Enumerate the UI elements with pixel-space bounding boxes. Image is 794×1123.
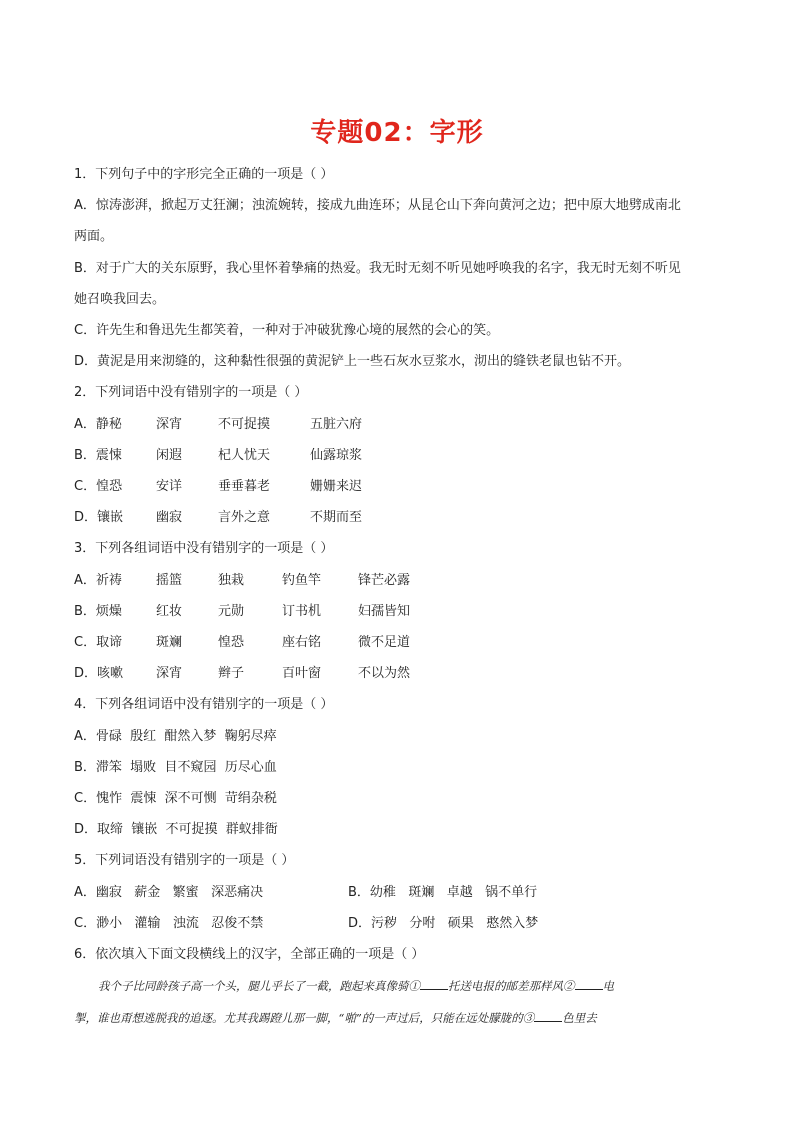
- question-2-word: 垂垂暮老: [218, 479, 271, 494]
- question-3-word: 百叶窗: [282, 666, 322, 681]
- question-3-stem: 3．下列各组词语中没有错别字的一项是（ ）: [74, 541, 334, 556]
- question-2-option-b: B．震悚: [74, 448, 122, 463]
- question-1-stem: 1．下列句子中的字形完全正确的一项是（ ）: [74, 167, 334, 182]
- question-3-word: 独栽: [218, 573, 245, 588]
- question-3-word: 不以为然: [358, 666, 411, 681]
- question-3-word: 微不足道: [358, 635, 411, 650]
- question-3-word: 座右铭: [282, 635, 322, 650]
- question-3-word: 斑斓: [156, 635, 183, 650]
- question-1-option-b-line1: B．对于广大的关东原野，我心里怀着挚痛的热爱。我无时无刻不听见她呼唤我的名字，我无时无刻不听见: [74, 261, 681, 276]
- question-1-option-d: D．黄泥是用来沏缝的，这种黏性很强的黄泥铲上一些石灰水豆浆水，沏出的缝铁老鼠也钻不开。: [74, 354, 631, 369]
- passage-text: 电: [602, 979, 614, 993]
- question-3-word: 深宵: [156, 666, 183, 681]
- question-3-option-b: B．烦燥: [74, 604, 122, 619]
- question-3-word: 辫子: [218, 666, 245, 681]
- question-3-word: 摇篮: [156, 573, 183, 588]
- question-5-option-c: C．渺小 灌输 浊流 忍俊不禁: [74, 916, 264, 931]
- question-3-option-a: A．祈祷: [74, 573, 122, 588]
- question-2-word: 五脏六府: [310, 417, 363, 432]
- question-2-word: 幽寂: [156, 510, 183, 525]
- question-2-word: 不可捉摸: [218, 417, 271, 432]
- fill-blank-2[interactable]: [575, 977, 603, 990]
- question-3-word: 红妆: [156, 604, 183, 619]
- question-4-option-d: D．取缔 镶嵌 不可捉摸 群蚁排衙: [74, 822, 278, 837]
- question-2-word: 仙露琼浆: [310, 448, 363, 463]
- page-title: 专题02：字形: [310, 118, 484, 148]
- question-3-word: 钓鱼竿: [282, 573, 322, 588]
- passage-text: 色里去: [562, 1011, 597, 1025]
- question-2-word: 闲遐: [156, 448, 183, 463]
- question-3-option-c: C．取谛: [74, 635, 123, 650]
- passage-text: 掣，谁也甭想逃脱我的追逐。尤其我踢蹬儿那一脚，“啪”的一声过后，只能在远处朦胧的③: [74, 1011, 535, 1025]
- question-5-stem: 5．下列词语没有错别字的一项是（ ）: [74, 853, 295, 868]
- question-3-option-d: D．咳嗽: [74, 666, 124, 681]
- question-2-word: 安详: [156, 479, 183, 494]
- fill-blank-1[interactable]: [420, 977, 448, 990]
- question-2-option-a: A．静秘: [74, 417, 122, 432]
- question-1-option-c: C．许先生和鲁迅先生都笑着，一种对于冲破犹豫心境的展然的会心的笑。: [74, 323, 500, 338]
- question-5-option-d: D．污秽 分咐 硕果 憨然入梦: [348, 916, 539, 931]
- question-5-option-a: A．幽寂 薪金 繁蜜 深恶痛决: [74, 885, 264, 900]
- question-2-option-c: C．惶恐: [74, 479, 123, 494]
- passage-text: 托送电报的邮差那样风②: [448, 979, 575, 993]
- question-2-word: 言外之意: [218, 510, 271, 525]
- question-3-word: 元勋: [218, 604, 245, 619]
- question-1-option-a-line1: A．惊涛澎湃，掀起万丈狂澜；浊流婉转，接成九曲连环；从昆仑山下奔向黄河之边；把中原大地劈成南北: [74, 198, 681, 213]
- question-2-option-d: D．镶嵌: [74, 510, 124, 525]
- question-2-word: 杞人忧天: [218, 448, 271, 463]
- question-1-option-a-line2: 两面。: [74, 229, 114, 244]
- question-1-option-b-line2: 她召唤我回去。: [74, 292, 166, 307]
- question-6-stem: 6．依次填入下面文段横线上的汉字，全部正确的一项是（ ）: [74, 947, 425, 962]
- question-4-option-c: C．愧怍 震悚 深不可恻 苛绢杂税: [74, 791, 277, 806]
- question-2-word: 深宵: [156, 417, 183, 432]
- question-2-stem: 2．下列词语中没有错别字的一项是（ ）: [74, 385, 308, 400]
- fill-blank-3[interactable]: [534, 1009, 562, 1022]
- question-6-passage-line1: [98, 977, 748, 995]
- question-2-word: 不期而至: [310, 510, 363, 525]
- question-2-word: 姗姗来迟: [310, 479, 363, 494]
- question-6-passage-line2: [74, 1009, 724, 1027]
- question-4-option-a: A．骨碌 殷红 酣然入梦 鞠躬尽瘁: [74, 729, 277, 744]
- question-3-word: 惶恐: [218, 635, 245, 650]
- question-4-option-b: B．滞笨 塌败 目不窥园 历尽心血: [74, 760, 277, 775]
- question-4-stem: 4．下列各组词语中没有错别字的一项是（ ）: [74, 697, 334, 712]
- question-3-word: 锋芒必露: [358, 573, 411, 588]
- passage-text: 我个子比同龄孩子高一个头，腿儿乎长了一截，跑起来真像骑①: [98, 979, 420, 993]
- question-3-word: 妇孺皆知: [358, 604, 411, 619]
- question-3-word: 订书机: [282, 604, 322, 619]
- question-5-option-b: B．幼稚 斑斓 卓越 锅不单行: [348, 885, 538, 900]
